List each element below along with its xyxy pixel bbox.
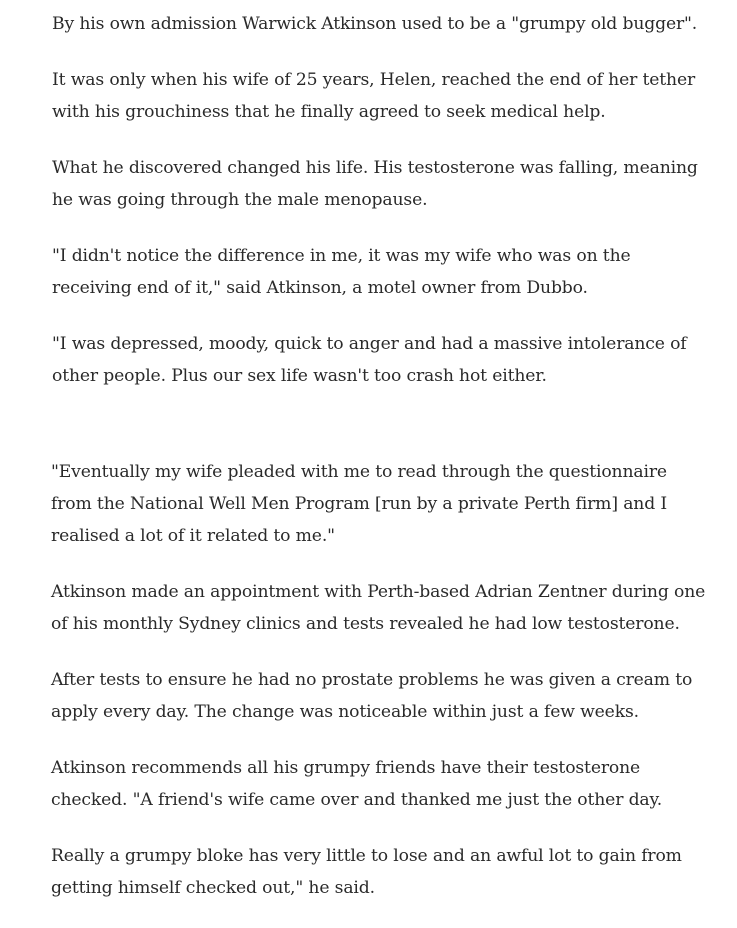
paragraph-quote-difference: "I didn't notice the difference in me, it was my wife who was on the receiving end of it," said Atkinson, a motel owner from Dubbo. <box>52 246 631 298</box>
paragraph-admission: By his own admission Warwick Atkinson used to be a "grumpy old bugger". <box>52 14 698 34</box>
paragraph-discovery: What he discovered changed his life. His testosterone was falling, meaning he was going through the male menopause. <box>52 158 698 210</box>
paragraph-wife-helen: It was only when his wife of 25 years, Helen, reached the end of her tether with his grouchiness that he finally agreed to seek medical help. <box>52 70 696 122</box>
paragraph-closing-quote: Really a grumpy bloke has very little to lose and an awful lot to gain from getting himself checked out," he said. <box>51 846 682 898</box>
paragraph-quote-depressed: "I was depressed, moody, quick to anger and had a massive intolerance of other people. Plus our sex life wasn't too crash hot either. <box>52 334 687 386</box>
article-section-top <box>52 8 712 416</box>
paragraph-appointment: Atkinson made an appointment with Perth-based Adrian Zentner during one of his monthly Sydney clinics and tests revealed he had low testosterone. <box>51 582 706 634</box>
article-section-bottom <box>51 456 711 928</box>
paragraph-questionnaire: "Eventually my wife pleaded with me to read through the questionnaire from the National Well Men Program [run by a private Perth firm] and I realised a lot of it related to me." <box>51 462 668 546</box>
paragraph-recommendation: Atkinson recommends all his grumpy friends have their testosterone checked. "A friend's wife came over and thanked me just the other day. <box>51 758 663 810</box>
paragraph-cream: After tests to ensure he had no prostate problems he was given a cream to apply every day. The change was noticeable within just a few weeks. <box>51 670 693 722</box>
